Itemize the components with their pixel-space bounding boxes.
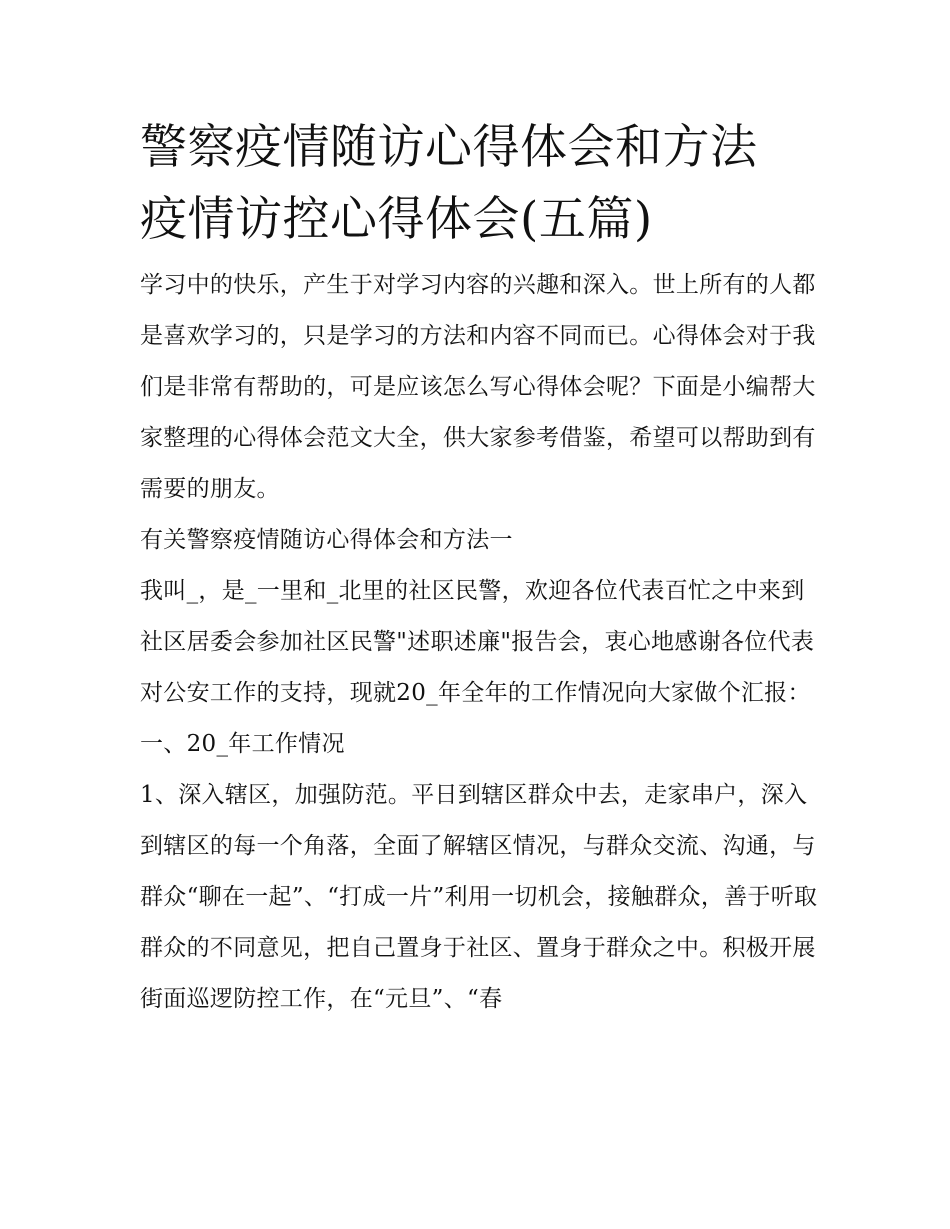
subsection-heading: 一、20_年工作情况 [140,731,345,757]
title-line-2: 疫情访控心得体会(五篇) [140,192,653,247]
intro-paragraph: 学习中的快乐，产生于对学习内容的兴趣和深入。世上所有的人都是喜欢学习的，只是学习的方法和内容不同而已。心得体会对于我们是非常有帮助的，可是应该怎么写心得体会呢？下面是小编帮大家整理的心得体会范文大全，供大家参考借鉴，希望可以帮助到有需要的朋友。 [140,272,816,502]
body-paragraph: 1、深入辖区，加强防范。平日到辖区群众中去，走家串户，深入到辖区的每一个角落，全面了解辖区情况，与群众交流、沟通，与群众“聊在一起”、“打成一片”利用一切机会，接触群众，善于听取群众的不同意见，把自己置身于社区、置身于群众之中。积极开展街面巡逻防控工作，在“元旦”、“春 [140,782,818,1012]
document-page [140,112,820,1025]
title-line-1: 警察疫情随访心得体会和方法 [140,120,758,175]
section-heading: 有关警察疫情随访心得体会和方法一 [140,527,513,553]
body-paragraph: 我叫_，是_一里和_北里的社区民警，欢迎各位代表百忙之中来到社区居委会参加社区民警"述职述廉"报告会，衷心地感谢各位代表对公安工作的支持，现就20_年全年的工作情况向大家做个汇报： [140,578,815,706]
document-title [140,112,820,256]
